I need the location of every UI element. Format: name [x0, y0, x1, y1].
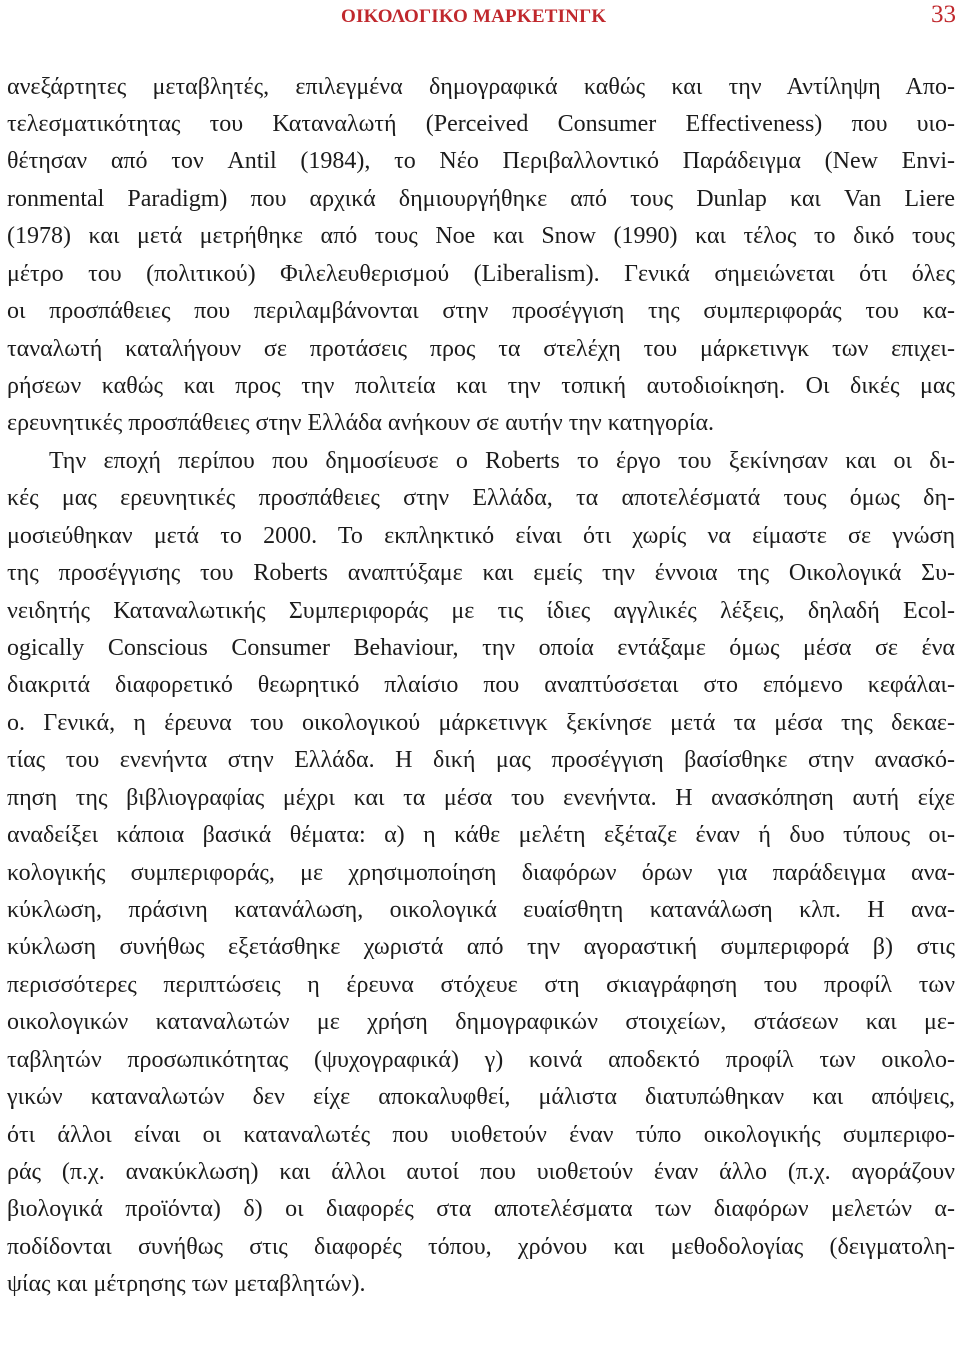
- text-line: κύκλωση συνήθως εξετάσθηκε χωριστά από την αγοραστική συμπεριφορά β) στις: [7, 934, 955, 960]
- text-line: Την εποχή περίπου που δημοσίευσε ο Roberts το έργο του ξεκίνησαν και οι δι-: [49, 448, 955, 474]
- text-line: ronmental Paradigm) που αρχικά δημιουργήθηκε από τους Dunlap και Van Liere: [7, 186, 955, 212]
- text-line: θέτησαν από τον Antil (1984), το Νέο Περιβαλλοντικό Παράδειγμα (New Envi-: [7, 148, 955, 174]
- text-line: μέτρο του (πολιτικού) Φιλελευθερισμού (Liberalism). Γενικά σημειώνεται ότι όλες: [7, 261, 955, 287]
- page-number: 33: [931, 1, 956, 28]
- text-line: οι προσπάθειες που περιλαμβάνονται στην προσέγγιση της συμπεριφοράς του κα-: [7, 298, 955, 324]
- text-line: ο. Γενικά, η έρευνα του οικολογικού μάρκετινγκ ξεκίνησε μετά τα μέσα της δεκαε-: [7, 710, 955, 736]
- text-line: ταναλωτή καταλήγουν σε προτάσεις προς τα στελέχη του μάρκετινγκ των επιχει-: [7, 336, 955, 362]
- text-line: ποδίδονται συνήθως στις διαφορές τόπου, χρόνου και μεθοδολογίας (δειγματολη-: [7, 1234, 955, 1260]
- text-line: τελεσματικότητας του Καταναλωτή (Perceived Consumer Effectiveness) που υιο-: [7, 111, 955, 137]
- text-line: ότι άλλοι είναι οι καταναλωτές που υιοθετούν έναν τύπο οικολογικής συμπεριφο-: [7, 1122, 955, 1148]
- text-line: ράς (π.χ. ανακύκλωση) και άλλοι αυτοί που υιοθετούν έναν άλλο (π.χ. αγοράζουν: [7, 1159, 955, 1185]
- running-header: [0, 3, 960, 33]
- text-line: ανεξάρτητες μεταβλητές, επιλεγμένα δημογραφικά καθώς και την Αντίληψη Απο-: [7, 74, 955, 100]
- text-line: ψίας και μέτρησης των μεταβλητών).: [7, 1271, 366, 1297]
- text-line: ταβλητών προσωπικότητας (ψυχογραφικά) γ) κοινά αποδεκτό προφίλ των οικολο-: [7, 1047, 955, 1073]
- text-line: αναδείξει κάποια βασικά θέματα: α) η κάθε μελέτη εξέταζε έναν ή δυο τύπους οι-: [7, 822, 955, 848]
- text-line: βιολογικά προϊόντα) δ) οι διαφορές στα αποτελέσματα των διαφόρων μελετών α-: [7, 1196, 955, 1222]
- text-line: πηση της βιβλιογραφίας μέχρι και τα μέσα του ενενήντα. Η ανασκόπηση αυτή είχε: [7, 785, 955, 811]
- running-header-title: ΟΙΚΟΛΟΓΙΚΟ ΜΑΡΚΕΤΙΝΓΚ: [341, 6, 607, 27]
- text-line: οικολογικών καταναλωτών με χρήση δημογραφικών στοιχείων, στάσεων και με-: [7, 1009, 955, 1035]
- text-line: ogically Conscious Consumer Behaviour, την οποία εντάξαμε όμως μέσα σε ένα: [7, 635, 955, 661]
- text-line: κές μας ερευνητικές προσπάθειες στην Ελλάδα, τα αποτελέσματά τους όμως δη-: [7, 485, 955, 511]
- text-line: γικών καταναλωτών δεν είχε αποκαλυφθεί, μάλιστα διατυπώθηκαν και απόψεις,: [7, 1084, 955, 1110]
- text-line: περισσότερες περιπτώσεις η έρευνα στόχευε στη σκιαγράφηση του προφίλ των: [7, 972, 955, 998]
- text-line: κολογικής συμπεριφοράς, με χρησιμοποίηση διαφόρων όρων για παράδειγμα ανα-: [7, 860, 955, 886]
- text-line: της προσέγγισης του Roberts αναπτύξαμε και εμείς την έννοια της Οικολογικά Συ-: [7, 560, 955, 586]
- text-line: τίας του ενενήντα στην Ελλάδα. Η δική μας προσέγγιση βασίσθηκε στην ανασκό-: [7, 747, 955, 773]
- text-line: ερευνητικές προσπάθειες στην Ελλάδα ανήκουν σε αυτήν την κατηγορία.: [7, 410, 715, 436]
- text-line: (1978) και μετά μετρήθηκε από τους Noe και Snow (1990) και τέλος το δικό τους: [7, 223, 955, 249]
- text-line: κύκλωση, πράσινη κατανάλωση, οικολογικά ευαίσθητη κατανάλωση κλπ. Η ανα-: [7, 897, 955, 923]
- text-line: νειδητής Καταναλωτικής Συμπεριφοράς με τις ίδιες αγγλικές λέξεις, δηλαδή Ecol-: [7, 598, 955, 624]
- text-line: διακριτά διαφορετικό θεωρητικό πλαίσιο που αναπτύσσεται στο επόμενο κεφάλαι-: [7, 672, 955, 698]
- text-line: ρήσεων καθώς και προς την πολιτεία και την τοπική αυτοδιοίκηση. Οι δικές μας: [7, 373, 955, 399]
- text-line: μοσιεύθηκαν μετά το 2000. Το εκπληκτικό είναι ότι χωρίς να είμαστε σε γνώση: [7, 523, 955, 549]
